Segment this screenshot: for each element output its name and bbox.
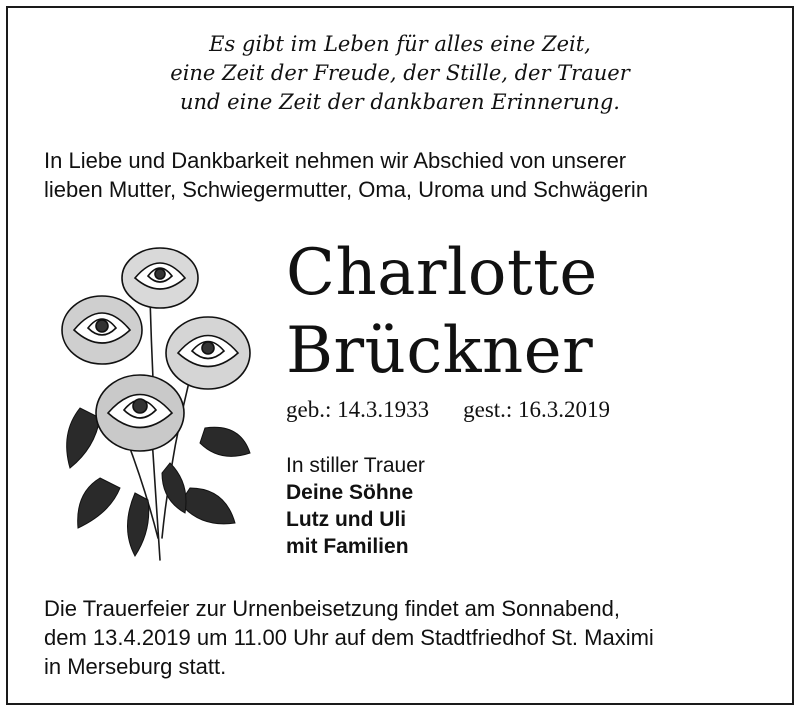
service-line: dem 13.4.2019 um 11.00 Uhr auf dem Stadtfriedhof St. Maximi [44,625,654,650]
roses-illustration [40,238,260,568]
life-dates [286,396,610,424]
rose-bottom [96,375,184,451]
poem-line: und eine Zeit der dankbaren Erinnerung. [180,90,620,114]
rose-top [122,248,198,308]
poem-line: eine Zeit der Freude, der Stille, der Trauer [170,61,630,85]
last-name: Brückner [286,314,594,388]
mourners [286,452,425,560]
mourners-intro: In stiller Trauer [286,454,425,477]
intro-line: lieben Mutter, Schwiegermutter, Oma, Uroma und Schwägerin [44,177,649,202]
birth-date: geb.: 14.3.1933 [286,397,430,422]
poem-line: Es gibt im Leben für alles eine Zeit, [209,32,591,56]
intro-line: In Liebe und Dankbarkeit nehmen wir Abschied von unserer [44,148,627,173]
poem [0,30,800,117]
death-date: gest.: 16.3.2019 [463,397,611,422]
mourners-line: Deine Söhne [286,481,414,504]
mourners-line: mit Familien [286,535,409,558]
deceased-name [286,234,598,390]
service-line: Die Trauerfeier zur Urnenbeisetzung findet am Sonnabend, [44,596,621,621]
rose-left [62,296,142,364]
service-info [44,594,654,681]
first-name: Charlotte [286,236,598,310]
intro-text [44,146,648,204]
service-line: in Merseburg statt. [44,654,227,679]
mourners-line: Lutz und Uli [286,508,407,531]
rose-right [166,317,250,389]
